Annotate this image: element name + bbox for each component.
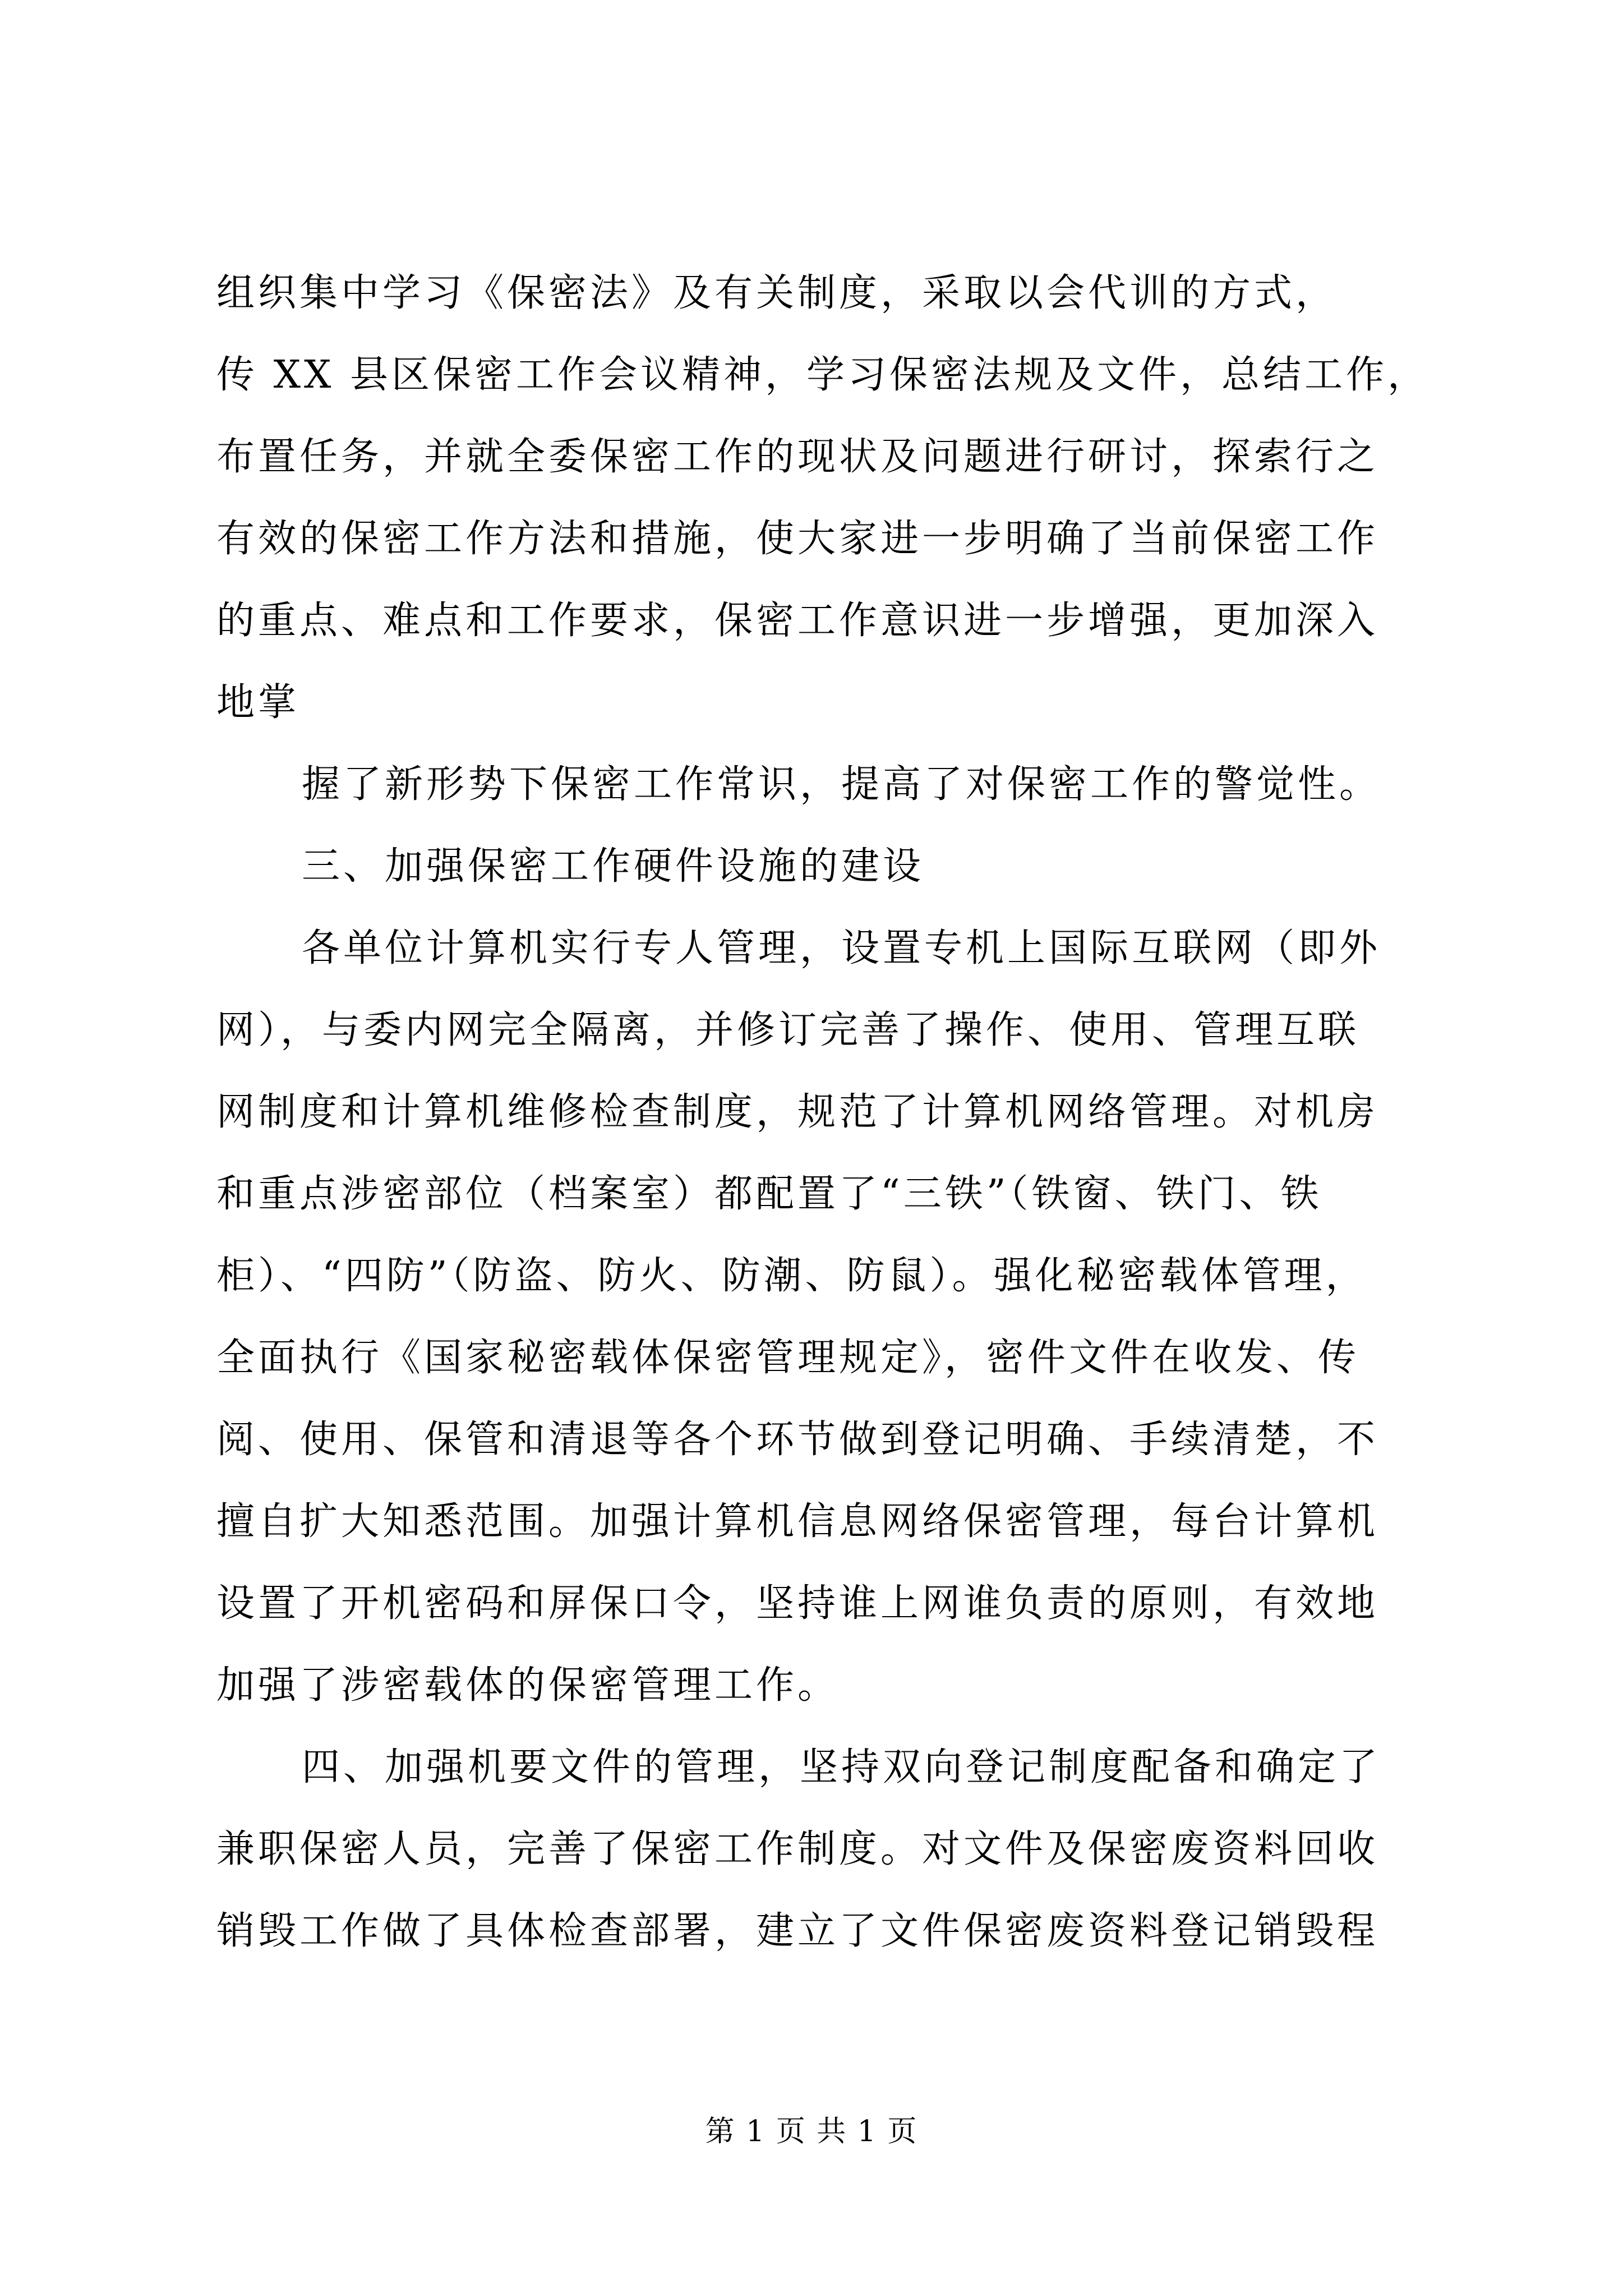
text-line: 销毁工作做了具体检查部署，建立了文件保密废资料登记销毁程 (216, 1909, 1379, 1953)
section-heading: 三、加强保密工作硬件设施的建设 (302, 844, 925, 889)
text-line: 和重点涉密部位（档案室）都配置了“三铁”（铁窗、铁门、铁 (216, 1172, 1322, 1216)
text-line: 擅自扩大知悉范围。加强计算机信息网络保密管理，每台计算机 (216, 1499, 1379, 1544)
text-line: 有效的保密工作方法和措施，使大家进一步明确了当前保密工作 (216, 517, 1379, 561)
text-line: 传 XX 县区保密工作会议精神，学习保密法规及文件，总结工作， (216, 353, 1430, 397)
text-line: 网），与委内网完全隔离，并修订完善了操作、使用、管理互联 (216, 1008, 1360, 1052)
document-body (216, 252, 1428, 1972)
text-line: 各单位计算机实行专人管理，设置专机上国际互联网（即外 (302, 926, 1381, 970)
text-line: 握了新形势下保密工作常识，提高了对保密工作的警觉性。 (302, 762, 1381, 807)
page-number-label: 第 1 页 共 1 页 (705, 2115, 918, 2148)
text-line: 柜）、“四防”（防盗、防火、防潮、防鼠）。强化秘密载体管理， (216, 1254, 1367, 1298)
text-line: 四、加强机要文件的管理，坚持双向登记制度配备和确定了 (302, 1745, 1381, 1789)
text-line: 加强了涉密载体的保密管理工作。 (216, 1663, 840, 1708)
text-line: 布置任务，并就全委保密工作的现状及问题进行研讨，探索行之 (216, 435, 1379, 479)
text-line: 的重点、难点和工作要求，保密工作意识进一步增强，更加深入 (216, 599, 1379, 643)
text-line: 地掌 (216, 680, 300, 725)
text-line: 组织集中学习《保密法》及有关制度，采取以会代训的方式， (216, 271, 1338, 315)
text-line: 兼职保密人员，完善了保密工作制度。对文件及保密废资料回收 (216, 1827, 1379, 1871)
text-line: 阅、使用、保管和清退等各个环节做到登记明确、手续清楚，不 (216, 1418, 1379, 1462)
page-footer (0, 2109, 1623, 2154)
text-line: 网制度和计算机维修检查制度，规范了计算机网络管理。对机房 (216, 1090, 1379, 1134)
text-line: 设置了开机密码和屏保口令，坚持谁上网谁负责的原则，有效地 (216, 1581, 1379, 1626)
text-line: 全面执行《国家秘密载体保密管理规定》，密件文件在收发、传 (216, 1336, 1360, 1380)
